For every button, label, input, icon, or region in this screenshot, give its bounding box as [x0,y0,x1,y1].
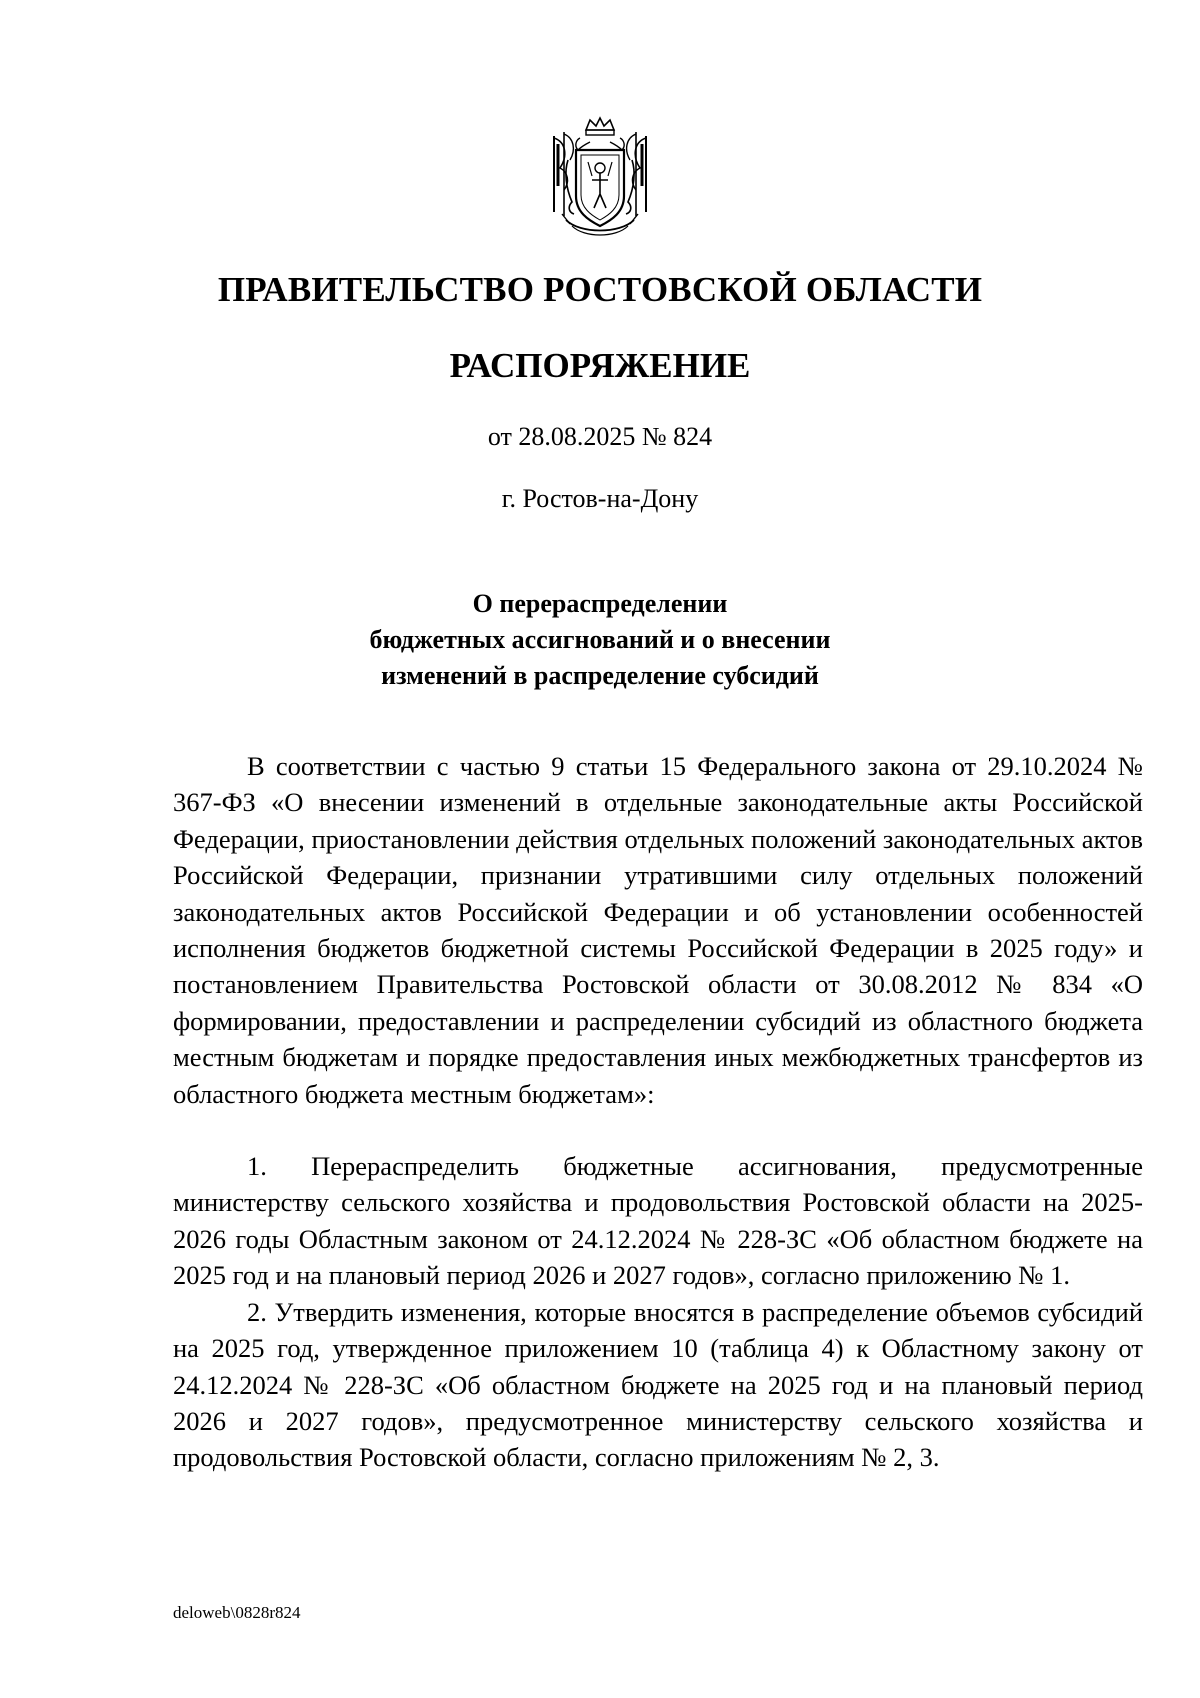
organization-title: ПРАВИТЕЛЬСТВО РОСТОВСКОЙ ОБЛАСТИ [217,270,983,309]
document-body [173,748,1143,1476]
preamble-paragraph: В соответствии с частью 9 статьи 15 Федерального закона от 29.10.2024 № 367-ФЗ «О внесении изменений в отдельные законодательные акты Российской Федерации, приостановлении действия отдельных положений законодательных актов Российской Федерации, признании утратившими силу отдельных положений законодательных актов Российской Федерации и об установлении особенностей исполнения бюджетов бюджетной системы Российской Федерации в 2025 году» и постановлением Правительства Ростовской области от 30.08.2012 № 834 «О формировании, предоставлении и распределении субсидий из областного бюджета местным бюджетам и порядке предоставления иных межбюджетных трансфертов из областного бюджета местным бюджетам»: [173,751,1143,1109]
footer-document-code: deloweb\0828r824 [173,1603,301,1622]
subject-line: О перераспределении [472,589,728,618]
coat-of-arms-icon [546,116,654,244]
document-date-number: от 28.08.2025 № 824 [487,422,713,451]
subject-line: бюджетных ассигнований и о внесении [369,625,831,654]
document-type: РАСПОРЯЖЕНИЕ [449,346,751,385]
document-subject [0,586,1200,694]
clause-2-paragraph: 2. Утвердить изменения, которые вносятся в распределение объемов субсидий на 2025 год, утвержденное приложением 10 (таблица 4) к Областному закону от 24.12.2024 № 228-ЗС «Об областном бюджете на 2025 год и на плановый период 2026 и 2027 годов», предусмотренное министерству сельского хозяйства и продовольствия Ростовской области, согласно приложениям № 2, 3. [173,1296,1143,1473]
clause-1-paragraph: 1. Перераспределить бюджетные ассигнования, предусмотренные министерству сельского хозяйства и продовольствия Ростовской области на 2025-2026 годы Областным законом от 24.12.2024 № 228-ЗС «Об областном бюджете на 2025 год и на плановый период 2026 и 2027 годов», согласно приложению № 1. [173,1151,1143,1291]
subject-line: изменений в распределение субсидий [381,661,819,690]
document-place: г. Ростов-на-Дону [501,484,699,513]
